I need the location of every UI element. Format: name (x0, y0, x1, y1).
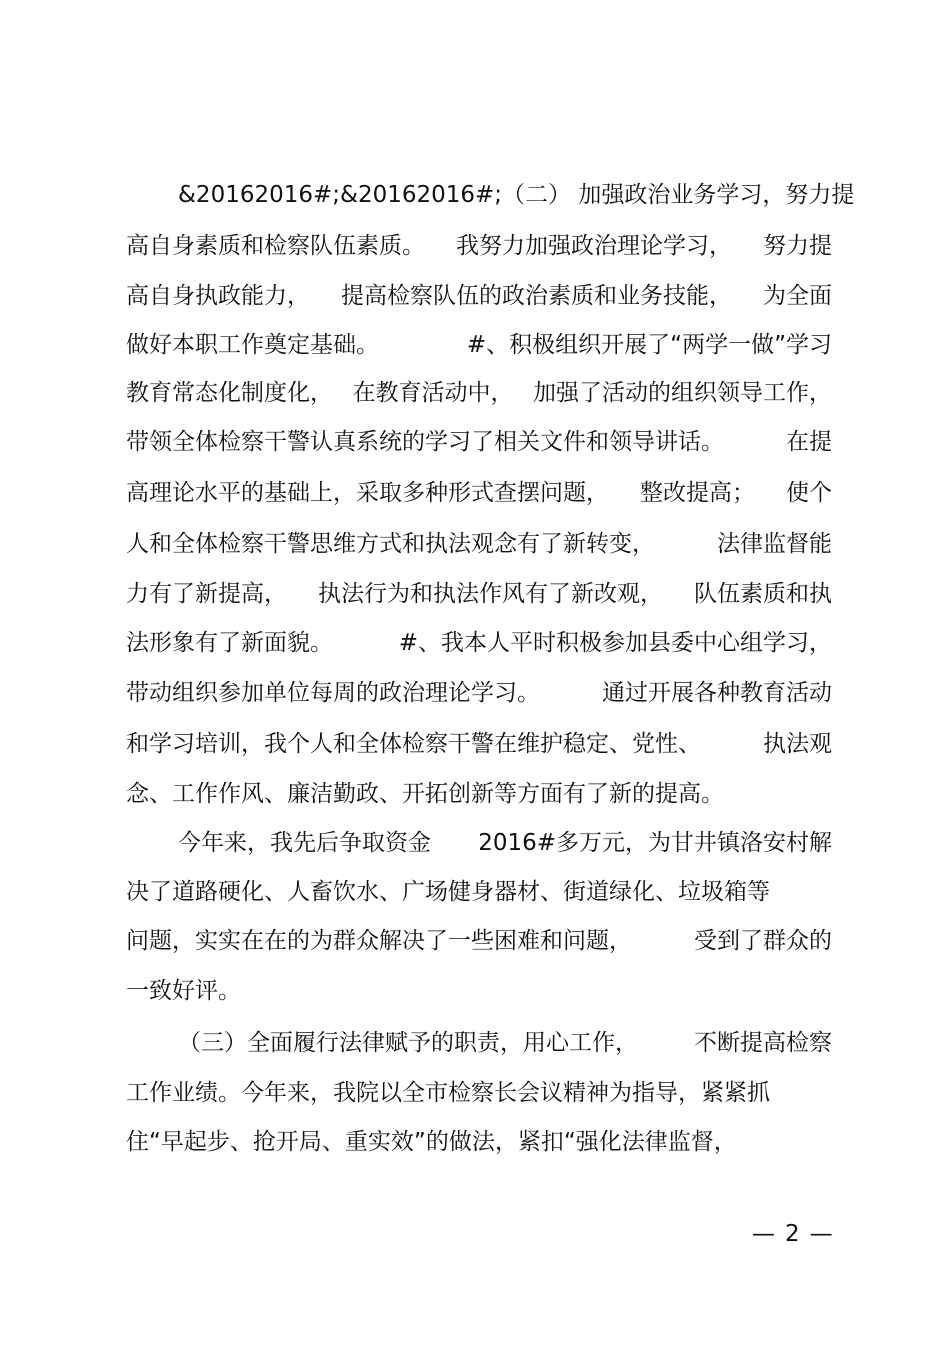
text-segment: #、积极组织开展了“两学一做”学习 (466, 332, 832, 358)
paragraph1-line (126, 278, 832, 314)
paragraph1-line (126, 424, 832, 460)
text-segment: 队伍素质和执 (694, 581, 832, 607)
text-segment: 和学习培训，我个人和全体检察干警在维护稳定、党性、 (126, 731, 701, 757)
text-segment: 法形象有了新面貌。 (126, 630, 333, 656)
text-segment: 高自身素质和检察队伍素质。 (126, 233, 425, 259)
text-segment: 不断提高检察 (694, 1030, 832, 1056)
text-segment: 为全面 (763, 283, 832, 309)
paragraph1-line (126, 526, 832, 562)
text-segment: 力有了新提高， (126, 581, 287, 607)
text-segment: 通过开展各种教育活动 (602, 680, 832, 706)
text-segment: 在提 (786, 429, 832, 455)
text-segment: 2016#多万元，为甘井镇洛安村解 (478, 830, 832, 856)
paragraph2-line (126, 874, 832, 910)
footer-dash-left: — (752, 1221, 775, 1247)
paragraph3-line (178, 1025, 832, 1061)
footer-dash-right: — (809, 1221, 833, 1247)
text-segment: 念、工作作风、廉洁勤政、开拓创新等方面有了新的提高。 (126, 781, 724, 807)
paragraph1-line (126, 675, 832, 711)
paragraph1-line (126, 327, 832, 363)
text-segment: 高自身执政能力， (126, 283, 310, 309)
paragraph1-line (126, 375, 832, 411)
paragraph1-line (126, 776, 832, 812)
text-segment: 执法观 (763, 731, 832, 757)
text-segment: 带领全体检察干警认真系统的学习了相关文件和领导讲话。 (126, 429, 724, 455)
text-segment: 在教育活动中， (352, 380, 514, 406)
paragraph1-line (126, 625, 832, 661)
paragraph1-line (126, 228, 832, 264)
text-segment: 使个 (786, 480, 832, 506)
text-segment: 我努力加强政治理论学习， (456, 233, 732, 259)
text-segment: 执法行为和执法作风有了新改观， (318, 581, 663, 607)
page-footer (752, 1218, 833, 1250)
paragraph1-line (126, 576, 832, 612)
text-segment: 问题，实实在在的为群众解决了一些困难和问题， (126, 928, 632, 954)
text-segment: 人和全体检察干警思维方式和执法观念有了新转变， (126, 531, 655, 557)
text-segment: 做好本职工作奠定基础。 (126, 332, 379, 358)
text-segment: 今年来，我先后争取资金 (178, 830, 431, 856)
text-segment: #、我本人平时积极参加县委中心组学习， (398, 630, 832, 656)
paragraph2-line (178, 825, 832, 861)
text-segment: 决了道路硬化、人畜饮水、广场健身器材、街道绿化、垃圾箱等 (126, 879, 770, 905)
paragraph3-line (126, 1124, 832, 1160)
paragraph2-line (126, 923, 832, 959)
paragraph1-line (126, 726, 832, 762)
paragraph2-line (126, 973, 832, 1009)
text-segment: 带动组织参加单位每周的政治理论学习。 (126, 680, 540, 706)
page-number: 2 (785, 1221, 800, 1247)
text-segment: （三）全面履行法律赋予的职责，用心工作， (178, 1030, 638, 1056)
text-segment: &20162016#;&20162016#;（二） 加强政治业务学习，努力提 (178, 182, 855, 208)
paragraph3-line (126, 1075, 832, 1111)
paragraph1-line (178, 177, 855, 213)
text-segment: 工作业绩。今年来，我院以全市检察长会议精神为指导，紧紧抓 (126, 1080, 770, 1106)
text-segment: 受到了群众的 (694, 928, 832, 954)
text-segment: 努力提 (763, 233, 832, 259)
text-segment: 整改提高； (640, 480, 755, 506)
text-segment: 法律监督能 (717, 531, 832, 557)
text-segment: 一致好评。 (126, 978, 241, 1004)
text-segment: 提高检察队伍的政治素质和业务技能， (341, 283, 732, 309)
text-segment: 住“早起步、抢开局、重实效”的做法，紧扣“强化法律监督， (126, 1129, 737, 1155)
paragraph1-line (126, 475, 832, 511)
text-segment: 高理论水平的基础上，采取多种形式查摆问题， (126, 480, 609, 506)
text-segment: 加强了活动的组织领导工作， (533, 380, 832, 406)
text-segment: 教育常态化制度化， (126, 380, 333, 406)
